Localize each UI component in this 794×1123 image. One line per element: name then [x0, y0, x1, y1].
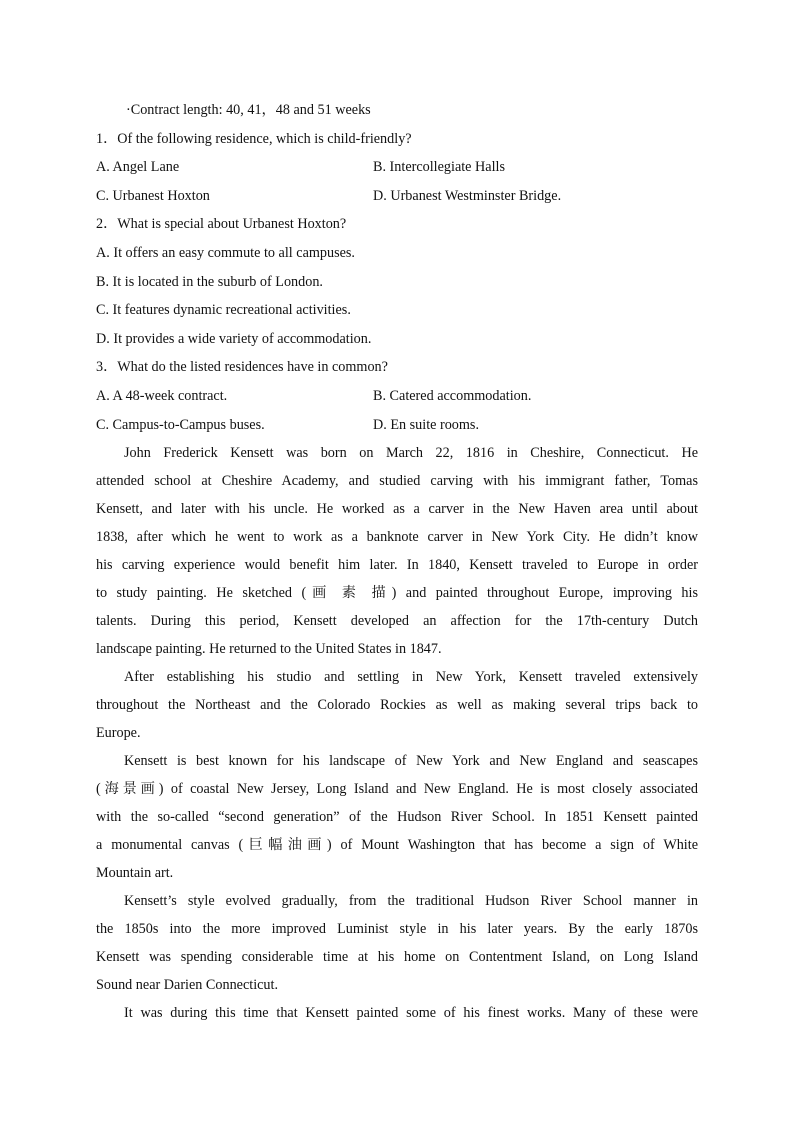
- passage-line: throughout the Northeast and the Colorado Rockies as well as making several trips back to: [96, 697, 698, 714]
- question-2-option-a: A. It offers an easy commute to all campuses.: [96, 244, 355, 261]
- question-3-stem: 3．What do the listed residences have in common?: [96, 359, 388, 376]
- question-3-option-c: C. Campus-to-Campus buses.: [96, 416, 265, 433]
- question-3-options-row-1: [96, 382, 698, 411]
- question-3-option-a: A. A 48-week contract.: [96, 387, 228, 404]
- question-2-option-b: B. It is located in the suburb of London.: [96, 273, 323, 290]
- passage-line: It was during this time that Kensett painted some of his finest works. Many of these were: [124, 1005, 698, 1022]
- passage-line: Europe.: [96, 725, 141, 742]
- question-3-option-b: B. Catered accommodation.: [373, 387, 532, 404]
- passage-paragraph-5: [96, 999, 698, 1027]
- passage-line: talents. During this period, Kensett developed an affection for the 17th-century Dutch: [96, 613, 698, 630]
- passage-line: Kensett’s style evolved gradually, from the traditional Hudson River School manner in: [124, 893, 698, 910]
- passage-line: After establishing his studio and settling in New York, Kensett traveled extensively: [124, 669, 698, 686]
- question-3-options-row-2: [96, 411, 698, 440]
- question-1-options-row-2: [96, 182, 698, 211]
- passage-line: Kensett was spending considerable time at his home on Contentment Island, on Long Island: [96, 949, 698, 966]
- passage-line: to study painting. He sketched (画 素 描) and painted throughout Europe, improving his: [96, 585, 698, 602]
- passage-line: John Frederick Kensett was born on March 22, 1816 in Cheshire, Connecticut. He: [124, 445, 698, 462]
- question-2-option-c: C. It features dynamic recreational activities.: [96, 302, 351, 319]
- question-1-stem: 1．Of the following residence, which is child-friendly?: [96, 130, 412, 147]
- passage-line: (海景画) of coastal New Jersey, Long Island and New England. He is most closely associated: [96, 781, 698, 798]
- passage-line: Mountain art.: [96, 865, 174, 882]
- passage-line: Sound near Darien Connecticut.: [96, 977, 279, 994]
- passage-paragraph-4: [96, 887, 698, 999]
- question-1-option-a: A. Angel Lane: [96, 159, 180, 176]
- passage-line: a monumental canvas (巨幅油画) of Mount Washington that has become a sign of White: [96, 837, 698, 854]
- question-1-options-row-1: [96, 153, 698, 182]
- page-content: [96, 96, 698, 1027]
- question-2-stem: 2．What is special about Urbanest Hoxton?: [96, 216, 347, 233]
- contract-length-line: ·Contract length: 40, 41，48 and 51 weeks: [126, 102, 371, 118]
- passage-paragraph-3: [96, 747, 698, 887]
- passage-paragraph-1: [96, 439, 698, 663]
- passage-line: 1838, after which he went to work as a banknote carver in New York City. He didn’t know: [96, 529, 698, 546]
- question-2-option-d: D. It provides a wide variety of accommodation.: [96, 330, 372, 347]
- passage-line: Kensett is best known for his landscape of New York and New England and seascapes: [124, 753, 698, 770]
- passage-line: the 1850s into the more improved Luminist style in his later years. By the early 1870s: [96, 921, 698, 938]
- question-3-option-d: D. En suite rooms.: [373, 416, 480, 433]
- passage: [96, 439, 698, 1027]
- passage-line: his carving experience would benefit him later. In 1840, Kensett traveled to Europe in order: [96, 557, 698, 574]
- passage-line: with the so-called “second generation” of the Hudson River School. In 1851 Kensett painted: [96, 809, 698, 826]
- passage-line: landscape painting. He returned to the United States in 1847.: [96, 641, 442, 658]
- question-1-option-b: B. Intercollegiate Halls: [373, 159, 505, 176]
- passage-paragraph-2: [96, 663, 698, 747]
- passage-line: Kensett, and later with his uncle. He worked as a carver in the New Haven area until about: [96, 501, 698, 518]
- question-1-option-c: C. Urbanest Hoxton: [96, 187, 210, 204]
- question-1-option-d: D. Urbanest Westminster Bridge.: [373, 187, 562, 204]
- passage-line: attended school at Cheshire Academy, and studied carving with his immigrant father, Tomas: [96, 473, 698, 490]
